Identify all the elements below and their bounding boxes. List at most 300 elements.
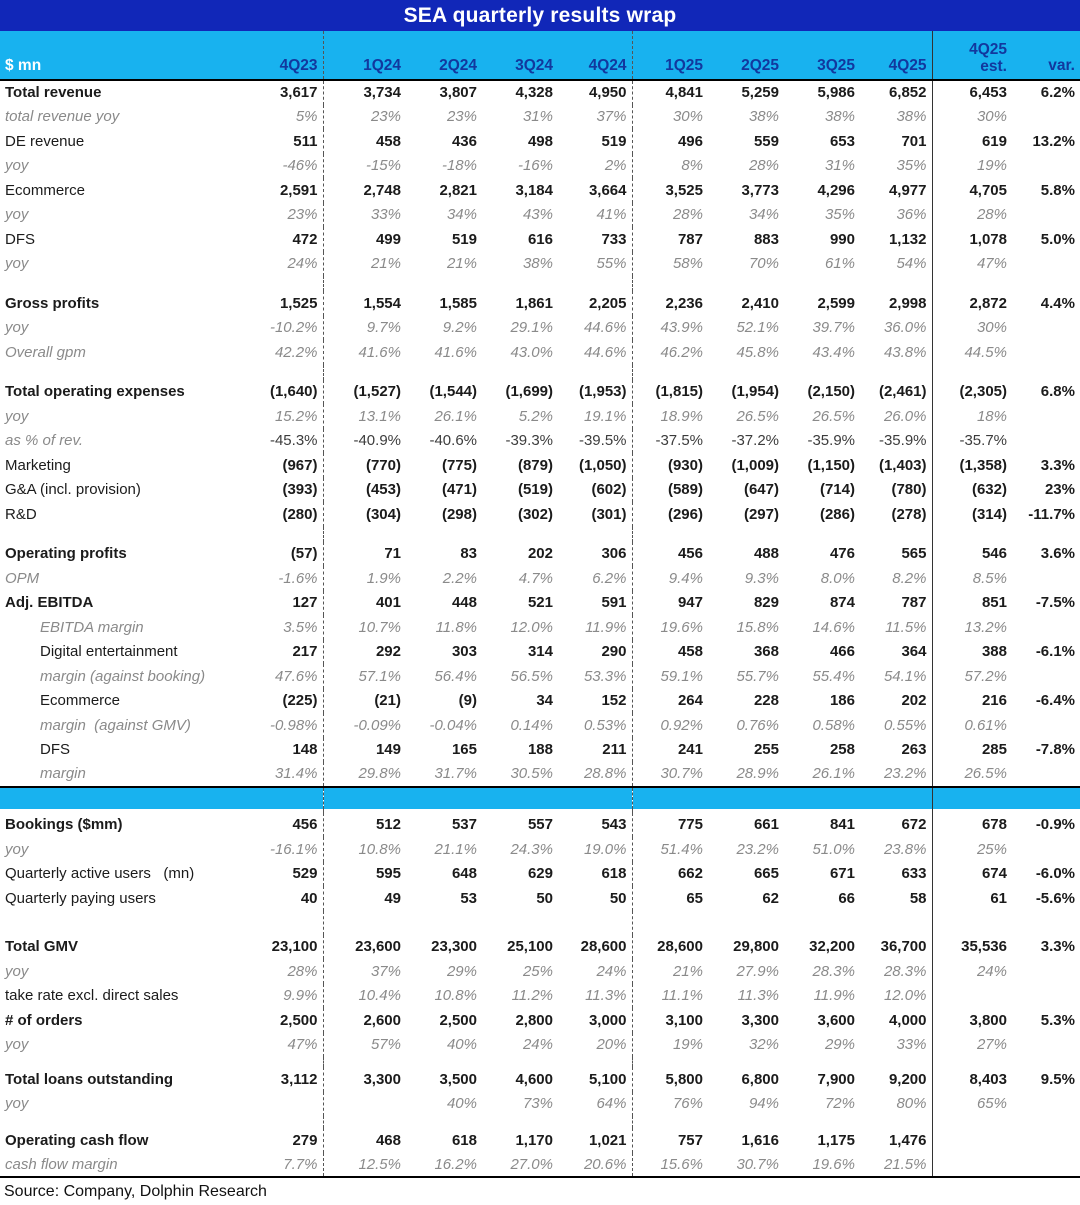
cell: 28% <box>205 959 323 984</box>
cell: 1,021 <box>558 1128 632 1153</box>
cell-var <box>1012 1033 1080 1058</box>
cell: 521 <box>527 594 553 612</box>
cell: (296) <box>667 505 703 523</box>
cell: 165 <box>451 741 477 759</box>
cell <box>1012 527 1080 542</box>
cell: (225) <box>205 689 323 714</box>
quarterly-results-table <box>0 31 1080 1178</box>
cell: (1,009) <box>731 456 779 474</box>
column-header: 1Q24 <box>323 31 406 80</box>
cell-est: 26.5% <box>964 765 1007 783</box>
cell <box>1012 1057 1080 1067</box>
cell: 26.5% <box>812 407 855 425</box>
cell-var <box>1012 615 1080 640</box>
cell <box>860 787 932 809</box>
cell: (453) <box>365 481 401 499</box>
cell <box>482 1116 558 1128</box>
cell: 43.9% <box>660 319 703 337</box>
est-header-line2: est. <box>980 58 1007 75</box>
row-label: yoy <box>5 157 29 175</box>
cell: 49 <box>384 889 401 907</box>
cell: 618 <box>451 1131 477 1149</box>
cell <box>406 365 482 380</box>
row-label: Ecommerce <box>5 181 86 199</box>
cell: 436 <box>451 132 477 150</box>
cell <box>860 527 932 542</box>
cell-var: -5.6% <box>1035 889 1075 907</box>
cell: 787 <box>860 591 932 616</box>
cell-var <box>1012 105 1080 130</box>
table-row <box>0 429 1080 454</box>
cell: 496 <box>677 132 703 150</box>
cell: 9.7% <box>366 319 401 337</box>
cell: 9.9% <box>205 984 323 1009</box>
cell: (1,699) <box>505 383 553 401</box>
cell: 30% <box>672 108 703 126</box>
cell: 38% <box>824 108 855 126</box>
cell: 519 <box>558 129 632 154</box>
cell-var <box>1012 837 1080 862</box>
cell: 488 <box>753 545 779 563</box>
cell: 665 <box>753 865 779 883</box>
cell: 8.0% <box>820 569 855 587</box>
cell-est: 47% <box>976 255 1007 273</box>
cell: (21) <box>374 692 401 710</box>
cell: -46% <box>205 154 323 179</box>
cell: 40% <box>446 1095 477 1113</box>
cell <box>632 1116 708 1128</box>
cell: 23,300 <box>431 938 477 956</box>
cell: 127 <box>205 591 323 616</box>
cell <box>558 527 632 542</box>
cell: 1,861 <box>515 294 553 312</box>
cell: 23% <box>370 108 401 126</box>
cell: 279 <box>205 1128 323 1153</box>
cell: (278) <box>860 502 932 527</box>
table-row <box>0 227 1080 252</box>
cell <box>784 527 860 542</box>
cell: (2,461) <box>860 380 932 405</box>
column-header: 4Q25 <box>860 31 932 80</box>
cell <box>784 365 860 380</box>
cell: (393) <box>205 478 323 503</box>
cell <box>406 527 482 542</box>
cell: 24.3% <box>510 840 553 858</box>
cell: 54.1% <box>860 664 932 689</box>
cell: 26.5% <box>736 407 779 425</box>
band-row <box>0 787 1080 809</box>
cell <box>558 365 632 380</box>
cell: 3,525 <box>665 181 703 199</box>
cell: 3,112 <box>205 1067 323 1092</box>
table-row <box>0 862 1080 887</box>
cell: 33% <box>860 1033 932 1058</box>
cell: 94% <box>748 1095 779 1113</box>
cell: 37% <box>370 962 401 980</box>
cell: 45.8% <box>736 343 779 361</box>
row-label: Total loans outstanding <box>5 1070 174 1088</box>
cell-var <box>1012 1153 1080 1178</box>
column-header: 1Q25 <box>632 31 708 80</box>
cell <box>0 365 205 380</box>
cell <box>323 787 406 809</box>
cell-est: (1,358) <box>959 456 1007 474</box>
cell: 56.5% <box>510 667 553 685</box>
cell: 31.4% <box>205 762 323 787</box>
cell: 4,000 <box>860 1008 932 1033</box>
cell <box>1012 276 1080 291</box>
cell: 11.3% <box>737 987 779 1005</box>
cell: 0.53% <box>558 713 632 738</box>
cell <box>784 1116 860 1128</box>
cell: 448 <box>451 594 477 612</box>
cell: 3,600 <box>817 1011 855 1029</box>
table-row <box>0 689 1080 714</box>
row-label: Operating cash flow <box>5 1131 149 1149</box>
cell: (519) <box>517 481 553 499</box>
cell-est <box>932 1153 1012 1178</box>
row-label: Total GMV <box>5 938 79 956</box>
cell: 148 <box>205 738 323 763</box>
cell-est: 30% <box>976 319 1007 337</box>
cell-est: 25% <box>976 840 1007 858</box>
cell: (9) <box>458 692 477 710</box>
cell: 498 <box>527 132 553 150</box>
cell: (304) <box>365 505 401 523</box>
cell: 34% <box>748 206 779 224</box>
cell <box>860 1116 932 1128</box>
cell <box>558 1116 632 1128</box>
cell: 787 <box>677 230 703 248</box>
cell: 52.1% <box>736 319 779 337</box>
cell-est: 65% <box>976 1095 1007 1113</box>
cell: 18.9% <box>660 407 703 425</box>
cell-est: 674 <box>981 865 1007 883</box>
cell-var: -0.9% <box>1035 816 1075 834</box>
cell-est: (314) <box>971 505 1007 523</box>
row-label: Gross profits <box>5 294 100 312</box>
row-label: margin (against GMV) <box>40 716 191 734</box>
cell: 43.0% <box>510 343 553 361</box>
cell <box>205 1116 323 1128</box>
row-label: yoy <box>5 407 29 425</box>
cell-var <box>1012 713 1080 738</box>
table-row <box>0 129 1080 154</box>
cell <box>482 1057 558 1067</box>
cell: 53 <box>460 889 477 907</box>
cell <box>708 1057 784 1067</box>
row-label: Total revenue <box>5 84 102 102</box>
table-row <box>0 591 1080 616</box>
row-label: G&A (incl. provision) <box>5 481 141 499</box>
cell: 4,296 <box>817 181 855 199</box>
cell: 5% <box>205 105 323 130</box>
cell: 28.8% <box>558 762 632 787</box>
cell: (1,050) <box>558 453 632 478</box>
cell: 29.1% <box>510 319 553 337</box>
cell: 0.55% <box>860 713 932 738</box>
cell: 11.9% <box>558 615 632 640</box>
row-label: yoy <box>5 1095 29 1113</box>
cell: (286) <box>819 505 855 523</box>
cell <box>0 1057 205 1067</box>
cell: 64% <box>558 1092 632 1117</box>
cell-est: 8.5% <box>972 569 1007 587</box>
cell: (780) <box>860 478 932 503</box>
row-label: Quarterly paying users <box>5 889 156 907</box>
cell: -10.2% <box>205 316 323 341</box>
cell <box>205 365 323 380</box>
cell-est: 619 <box>981 132 1007 150</box>
cell-est: 388 <box>981 643 1007 661</box>
cell <box>0 911 205 935</box>
cell: 36.0% <box>860 316 932 341</box>
cell: 5,986 <box>817 84 855 102</box>
cell: 152 <box>558 689 632 714</box>
cell: 3,773 <box>741 181 779 199</box>
cell: 19.1% <box>558 404 632 429</box>
cell: 466 <box>829 643 855 661</box>
cell <box>205 911 323 935</box>
cell: (647) <box>743 481 779 499</box>
cell <box>784 276 860 291</box>
cell: 290 <box>558 640 632 665</box>
cell <box>784 787 860 809</box>
row-label: take rate excl. direct sales <box>5 987 179 1005</box>
cell <box>406 276 482 291</box>
cell: 757 <box>677 1131 703 1149</box>
cell-var: 3.3% <box>1040 456 1075 474</box>
cell: 27.9% <box>736 962 779 980</box>
cell <box>205 276 323 291</box>
cell: 591 <box>558 591 632 616</box>
cell: 30.7% <box>708 1153 784 1178</box>
row-label: Adj. EBITDA <box>5 594 94 612</box>
gap-row <box>0 1057 1080 1067</box>
cell: 3,664 <box>558 178 632 203</box>
cell <box>323 1092 406 1117</box>
table-row <box>0 478 1080 503</box>
cell: 50 <box>558 886 632 911</box>
cell-est: 19% <box>976 157 1007 175</box>
cell: 34% <box>446 206 477 224</box>
cell-est: 18% <box>976 407 1007 425</box>
cell: 5,100 <box>558 1067 632 1092</box>
cell: 2,998 <box>860 291 932 316</box>
cell: 11.3% <box>558 984 632 1009</box>
cell <box>205 527 323 542</box>
cell: 10.4% <box>358 987 401 1005</box>
cell: 15.6% <box>632 1153 708 1178</box>
cell: 5.2% <box>518 407 553 425</box>
cell: 26.1% <box>812 765 855 783</box>
cell: (967) <box>205 453 323 478</box>
cell: 10.8% <box>434 987 477 1005</box>
cell-var: 13.2% <box>1032 132 1075 150</box>
cell: -0.98% <box>205 713 323 738</box>
cell: 3,300 <box>363 1070 401 1088</box>
cell: 27.0% <box>482 1153 558 1178</box>
row-label: OPM <box>5 569 40 587</box>
cell-var: -7.8% <box>1035 741 1075 759</box>
cell <box>932 365 1012 380</box>
cell: -40.6% <box>429 432 477 450</box>
cell: 8.2% <box>860 566 932 591</box>
cell: (1,544) <box>429 383 477 401</box>
row-label: cash flow margin <box>0 1153 205 1178</box>
cell: 0.76% <box>736 716 779 734</box>
cell: (1,527) <box>353 383 401 401</box>
cell <box>406 1116 482 1128</box>
cell: 57.1% <box>358 667 401 685</box>
table-row <box>0 340 1080 365</box>
cell: 40% <box>446 1036 477 1054</box>
cell: 24% <box>522 1036 553 1054</box>
row-label: Operating profits <box>5 545 127 563</box>
table-row <box>0 762 1080 787</box>
cell: 211 <box>558 738 632 763</box>
cell: 72% <box>824 1095 855 1113</box>
cell: 21.1% <box>434 840 477 858</box>
cell: 28,600 <box>558 935 632 960</box>
cell-var <box>1012 762 1080 787</box>
cell: 264 <box>677 692 703 710</box>
cell: 7,900 <box>817 1070 855 1088</box>
cell <box>632 1057 708 1067</box>
cell-var: 3.6% <box>1040 545 1075 563</box>
table-row <box>0 664 1080 689</box>
row-label: DFS <box>40 741 70 759</box>
cell: 2.2% <box>442 569 477 587</box>
cell: 2,599 <box>817 294 855 312</box>
cell: -16% <box>517 157 553 175</box>
table-row <box>0 886 1080 911</box>
cell: 31% <box>824 157 855 175</box>
cell: 653 <box>829 132 855 150</box>
cell-var: 4.4% <box>1040 294 1075 312</box>
cell: 662 <box>677 865 703 883</box>
cell: (471) <box>441 481 477 499</box>
cell: 4,977 <box>860 178 932 203</box>
cell: -15% <box>365 157 401 175</box>
cell: 58% <box>672 255 703 273</box>
cell: 1,525 <box>205 291 323 316</box>
cell: 83 <box>460 545 477 563</box>
cell: 41.6% <box>434 343 477 361</box>
cell <box>932 1057 1012 1067</box>
column-header: 3Q25 <box>784 31 860 80</box>
cell: 5,800 <box>665 1070 703 1088</box>
cell: 7.7% <box>205 1153 323 1178</box>
cell-var: -6.4% <box>1035 692 1075 710</box>
cell: -0.04% <box>429 716 477 734</box>
table-row <box>0 1067 1080 1092</box>
cell: 1,585 <box>439 294 477 312</box>
cell-est: 851 <box>981 594 1007 612</box>
cell-var <box>1012 664 1080 689</box>
cell: 3.5% <box>205 615 323 640</box>
cell-var: 3.3% <box>1040 938 1075 956</box>
cell-est: 57.2% <box>964 667 1007 685</box>
cell: 661 <box>753 816 779 834</box>
cell: 3,100 <box>665 1011 703 1029</box>
cell-var: -6.1% <box>1035 643 1075 661</box>
cell: 44.6% <box>558 340 632 365</box>
cell: 32,200 <box>809 938 855 956</box>
cell: 12.5% <box>323 1153 406 1178</box>
cell-var <box>1012 404 1080 429</box>
cell: 202 <box>860 689 932 714</box>
row-label: R&D <box>5 505 37 523</box>
row-label: Quarterly active users (mn) <box>5 865 195 883</box>
cell: 23.2% <box>860 762 932 787</box>
cell-est: 1,078 <box>969 230 1007 248</box>
cell: 24% <box>558 959 632 984</box>
cell <box>482 365 558 380</box>
cell <box>323 276 406 291</box>
table-row <box>0 566 1080 591</box>
cell: 0.58% <box>812 716 855 734</box>
cell: 80% <box>860 1092 932 1117</box>
cell: 3,617 <box>205 80 323 105</box>
cell: 38% <box>522 255 553 273</box>
column-header-var: var. <box>1012 31 1080 80</box>
cell: 61% <box>824 255 855 273</box>
cell: 565 <box>860 542 932 567</box>
cell-var: 5.8% <box>1040 181 1075 199</box>
cell: 557 <box>527 816 553 834</box>
row-label: yoy <box>5 255 29 273</box>
cell: 11.2% <box>511 987 553 1005</box>
cell: 25% <box>522 962 553 980</box>
row-label: Digital entertainment <box>40 643 178 661</box>
cell-var: -6.0% <box>1035 865 1075 883</box>
cell: 6.2% <box>558 566 632 591</box>
cell: 188 <box>527 741 553 759</box>
cell: 23,600 <box>355 938 401 956</box>
cell: (2,150) <box>807 383 855 401</box>
cell <box>632 911 708 935</box>
cell-est: 285 <box>981 741 1007 759</box>
cell: 73% <box>522 1095 553 1113</box>
cell-var <box>1012 429 1080 454</box>
cell: (1,953) <box>558 380 632 405</box>
cell: 47.6% <box>205 664 323 689</box>
cell <box>708 527 784 542</box>
cell: 595 <box>375 865 401 883</box>
cell-var: -7.5% <box>1035 594 1075 612</box>
cell <box>0 787 205 809</box>
cell: 2% <box>558 154 632 179</box>
table-header <box>0 31 1080 80</box>
table-row <box>0 291 1080 316</box>
cell-est: 546 <box>981 545 1007 563</box>
cell: 6,800 <box>741 1070 779 1088</box>
cell: (1,815) <box>655 383 703 401</box>
cell: 23,100 <box>205 935 323 960</box>
cell: (879) <box>517 456 553 474</box>
unit-label: $ mn <box>0 31 205 80</box>
cell: 42.2% <box>205 340 323 365</box>
gap-row <box>0 527 1080 542</box>
cell: 41.6% <box>358 343 401 361</box>
cell <box>406 911 482 935</box>
cell: 55.7% <box>736 667 779 685</box>
cell: 733 <box>558 227 632 252</box>
cell <box>558 276 632 291</box>
row-label: yoy <box>5 962 29 980</box>
cell: (589) <box>667 481 703 499</box>
